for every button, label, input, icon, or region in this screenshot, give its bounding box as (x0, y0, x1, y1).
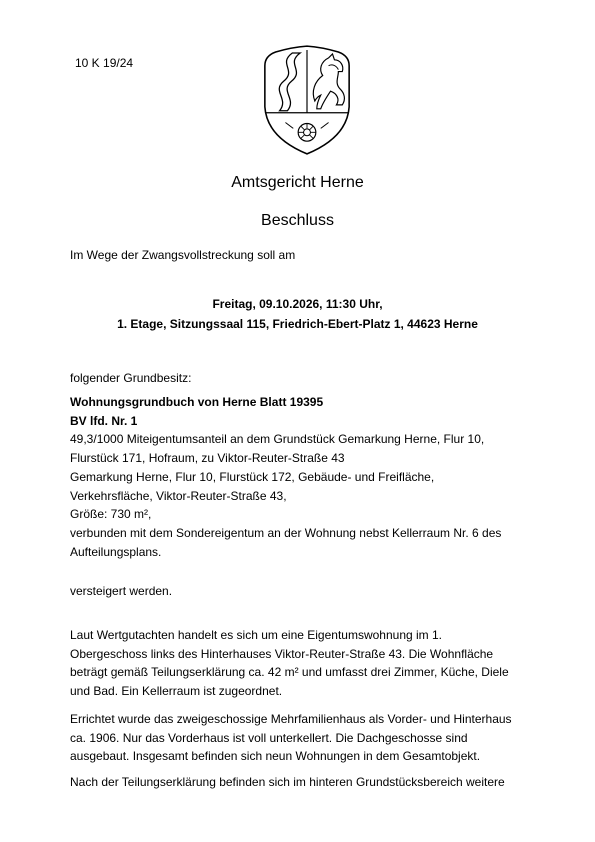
grundbuch-line: Gemarkung Herne, Flur 10, Flurstück 172, Gebäude- und Freifläche, (70, 469, 435, 484)
paragraph-line: Errichtet wurde das zweigeschossige Mehrfamilienhaus als Vorder- und Hinterhaus (70, 712, 512, 726)
grundbuch-line: verbunden mit dem Sondereigentum an der Wohnung nebst Kellerraum Nr. 6 des (70, 525, 502, 540)
grundbuch-block (70, 393, 501, 561)
grundbuch-line: Flurstück 171, Hofraum, zu Viktor-Reuter-Straße 43 (70, 451, 345, 466)
coat-of-arms-icon (258, 44, 356, 156)
document-title: Beschluss (261, 212, 334, 229)
paragraph-wohnung (70, 626, 509, 701)
paragraph-teilung (70, 773, 505, 792)
grundbesitz-label: folgender Grundbesitz: (70, 371, 192, 385)
paragraph-line: Nach der Teilungserklärung befinden sich im hinteren Grundstücksbereich weitere (70, 775, 505, 789)
termin-ort: 1. Etage, Sitzungssaal 115, Friedrich-Ebert-Platz 1, 44623 Herne (117, 317, 478, 331)
aktenzeichen: 10 K 19/24 (75, 56, 134, 70)
paragraph-line: und Bad. Ein Kellerraum ist zugeordnet. (70, 684, 283, 699)
versteigert-text: versteigert werden. (70, 584, 173, 598)
grundbuch-line: 49,3/1000 Miteigentumsanteil an dem Grundstück Gemarkung Herne, Flur 10, (70, 432, 485, 447)
grundbuch-line: Größe: 730 m², (70, 507, 152, 522)
paragraph-gebaeude (70, 710, 512, 766)
paragraph-line: Laut Wertgutachten handelt es sich um eine Eigentumswohnung im 1. (70, 628, 442, 642)
termin-datum: Freitag, 09.10.2026, 11:30 Uhr, (212, 297, 383, 311)
court-name: Amtsgericht Herne (231, 174, 364, 191)
grundbuch-line: Aufteilungsplans. (70, 544, 162, 559)
paragraph-line: ausgebaut. Insgesamt befinden sich neun Wohnungen in dem Gesamtobjekt. (70, 749, 481, 764)
grundbuch-bv: BV lfd. Nr. 1 (70, 413, 138, 428)
grundbuch-line: Verkehrsfläche, Viktor-Reuter-Straße 43, (70, 488, 287, 503)
paragraph-line: Obergeschoss links des Hinterhauses Viktor-Reuter-Straße 43. Die Wohnfläche (70, 646, 494, 661)
grundbuch-heading: Wohnungsgrundbuch von Herne Blatt 19395 (70, 395, 324, 409)
intro-text: Im Wege der Zwangsvollstreckung soll am (70, 248, 296, 262)
paragraph-line: ca. 1906. Nur das Vorderhaus ist voll unterkellert. Die Dachgeschosse sind (70, 730, 468, 745)
paragraph-line: beträgt gemäß Teilungserklärung ca. 42 m² und umfasst drei Zimmer, Küche, Diele (70, 665, 509, 680)
